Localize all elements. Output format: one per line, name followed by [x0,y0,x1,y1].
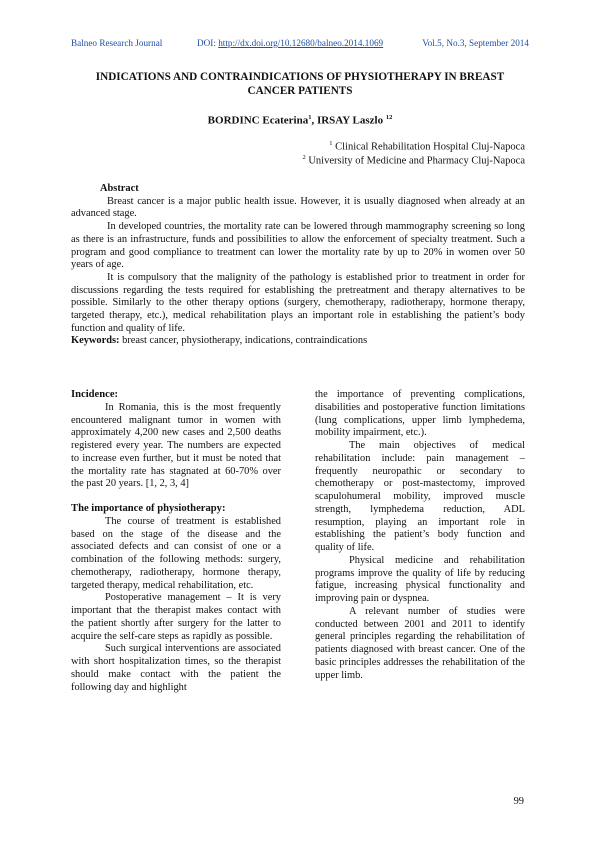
doi-label: DOI: [197,38,216,48]
abstract-paragraph: It is compulsory that the malignity of the pathology is established prior to treatment in order for discussions regarding the tests required for establishing the pretreatment and therapy alternatives to be possible. Similarly to the other therapy options (surgery, chemotherapy, radiotherapy, hormone therapy, targeted therapy, etc.), medical rehabilitation plays an important role in establishing the patient’s body function and quality of life. [71,271,525,334]
body-paragraph: The main objectives of medical rehabilitation include: pain management – frequently neuropathic or secondary to chemotherapy or post-mastectomy, improved scapulohumeral mobility, improved muscle strength, lymphedema reduction, ADL resumption, playing an important role in establishing the patient’s body function and quality of life. [315,440,525,553]
body-paragraph: Physical medicine and rehabilitation programs improve the quality of life by reducing fatigue, increasing physical functionality and improving pain or dyspnea. [315,554,525,604]
author-list [71,114,529,127]
page-number: 99 [513,796,524,807]
author-name: , IRSAY Laszlo [311,114,386,127]
left-column [71,389,281,694]
section-heading-importance: The importance of physiotherapy: [71,503,226,514]
doi [197,38,383,48]
doi-link[interactable]: http://dx.doi.org/10.12680/balneo.2014.1069 [218,38,384,48]
affiliation-number: 1 [329,140,333,147]
author-name: BORDINC Ecaterina [207,114,309,127]
keywords-label: Keywords: [71,335,120,347]
body-paragraph: Such surgical interventions are associated with short hospitalization times, so the therapist should make contact with the patient the following day and highlight [71,643,281,693]
journal-name: Balneo Research Journal [71,38,163,48]
affiliation [329,140,525,153]
right-column [315,389,525,682]
keywords [71,335,525,348]
section-heading-incidence: Incidence: [71,389,119,400]
body-paragraph: The course of treatment is established based on the stage of the disease and the associated defects and can consist of one or a combination of the following methods: surgery, chemotherapy, radiotherapy, hormone therapy, targeted therapy, medical rehabilitation, etc. [71,515,281,591]
body-paragraph: In Romania, this is the most frequently encountered malignant tumor in women with approximately 4,200 new cases and 2,500 deaths registered every year. The numbers are expected to increase even further, but it must be noted that the mortality rate has stagnated at 60-70% over the past 20 years. [1, 2, 3, 4] [71,401,281,490]
title-line: CANCER PATIENTS [247,85,353,97]
abstract-section [71,183,525,348]
paper-title [71,70,529,98]
keywords-text: breast cancer, physiotherapy, indications, contraindications [119,335,368,347]
body-paragraph: the importance of preventing complications, disabilities and postoperative function limitations (lung complications, upper limb lymphedema, mobility impairment, etc.). [315,389,525,439]
body-paragraph: A relevant number of studies were conducted between 2001 and 2011 to identify general principles regarding the rehabilitation of patients diagnosed with breast cancer. One of the basic principles addresses the rehabilitation of the upper limb. [315,605,525,681]
author-affiliation-mark: 1 [308,114,312,121]
abstract-heading: Abstract [100,183,139,194]
volume-info: Vol.5, No.3, September 2014 [422,38,529,48]
affiliation-text: University of Medicine and Pharmacy Cluj-Napoca [305,155,525,167]
title-line: INDICATIONS AND CONTRAINDICATIONS OF PHYSIOTHERAPY IN BREAST [95,71,505,83]
abstract-paragraph: Breast cancer is a major public health issue. However, it is usually diagnosed when already at an advanced stage. [71,195,525,220]
affiliation-text: Clinical Rehabilitation Hospital Cluj-Napoca [332,141,525,153]
affiliation [302,154,525,167]
abstract-paragraph: In developed countries, the mortality rate can be lowered through mammography screening so long as there is an infrastructure, funds and possibilities to allow the enforcement of specialty treatment. Such a program and good compliance to treatment can lower the mortality rate by up to 20% in women over 50 years of age. [71,221,525,271]
author-affiliation-mark: 12 [385,114,393,121]
affiliation-number: 2 [302,154,306,161]
body-paragraph: Postoperative management – It is very important that the therapist makes contact with the patient shortly after surgery for the latter to acquire the self-care steps as rapidly as possible. [71,592,281,642]
